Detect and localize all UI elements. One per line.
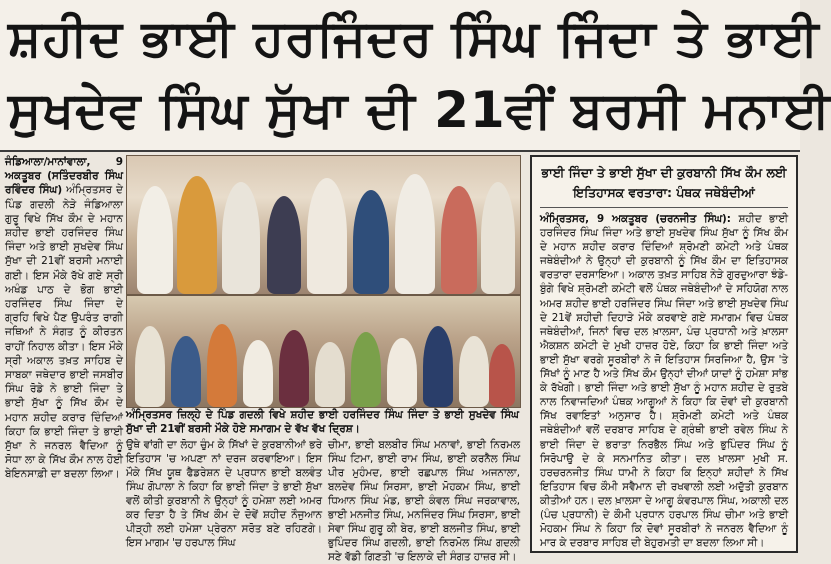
photo-figure (137, 186, 173, 294)
photo-figure (177, 176, 217, 294)
photo-figure (441, 186, 477, 294)
photo-figure (243, 340, 273, 407)
photo-figure (315, 342, 345, 407)
headline-rule (0, 150, 800, 152)
photo-figure (353, 190, 389, 294)
photo-figure (222, 182, 260, 294)
headline-line-2: ਸੁਖਦੇਵ ਸਿੰਘ ਸੁੱਖਾ ਦੀ 21ਵੀਂ ਬਰਸੀ ਮਨਾਈ (8, 81, 831, 139)
related-story-box (530, 155, 798, 553)
bottom-column-b: ਚੀਮਾ, ਭਾਈ ਬਲਬੀਰ ਸਿੰਘ ਮਨਾਵਾਂ, ਭਾਈ ਨਿਰਮਲ ਸਿੰਘ ਟਿਮਾ, ਭਾਈ ਰਾਮ ਸਿੰਘ, ਭਾਈ ਕਰਨੈਲ ਸਿੰਘ ਪੀਰ ਮੁਹੰਮਦ, ਭਾਈ ਰਛਪਾਲ ਸਿੰਘ ਅਜਨਾਲਾ, ਬਲਦੇਵ ਸਿੰਘ ਸਿਰਸਾ, ਭਾਈ ਮੋਹਕਮ ਸਿੰਘ, ਭਾਈ ਧਿਆਨ ਸਿੰਘ ਮੰਡ, ਭਾਈ ਕੰਵਲ ਸਿੰਘ ਜਰਕਾਵਾਲ, ਭਾਈ ਮਨਜੀਤ ਸਿੰਘ, ਮਨਜਿੰਦਰ ਸਿੰਘ ਸਿਰਸਾ, ਭਾਈ ਸੇਵਾ ਸਿੰਘ ਗੁਰੂ ਕੀ ਬੇਰ, ਭਾਈ ਬਲਜੀਤ ਸਿੰਘ, ਭਾਈ ਭੁਪਿੰਦਰ ਸਿੰਘ ਗਦਲੀ, ਭਾਈ ਨਿਰਮੋਲ ਸਿੰਘ ਗਦਲੀ ਸਣੇ ਵੱਡੀ ਗਿਣਤੀ 'ਚ ਇਲਾਕੇ ਦੀ ਸੰਗਤ ਹਾਜ਼ਰ ਸੀ। (328, 439, 520, 563)
related-story-text: ਸ਼ਹੀਦ ਭਾਈ ਹਰਜਿੰਦਰ ਸਿੰਘ ਜਿੰਦਾ ਅਤੇ ਭਾਈ ਸੁਖਦੇਵ ਸਿੰਘ ਸੁੱਖਾ ਨੂੰ ਸਿੱਖ ਕੌਮ ਦੇ ਮਹਾਨ ਸ਼ਹੀਦ ਕਰਾਰ ਦਿੰਦਿਆਂ ਸ਼੍ਰੋਮਣੀ ਕਮੇਟੀ ਅਤੇ ਪੰਥਕ ਜਥੇਬੰਦੀਆਂ ਨੇ ਉਨ੍ਹਾਂ ਦੀ ਕੁਰਬਾਨੀ ਨੂੰ ਸਿੱਖ ਕੌਮ ਦਾ ਇਤਿਹਾਸਕ ਵਰਤਾਰਾ ਦਰਸਾਇਆ। ਅਕਾਲ ਤਖ਼ਤ ਸਾਹਿਬ ਨੇੜੇ ਗੁਰਦੁਆਰਾ ਝੰਡੇ-ਬੁੰਗੇ ਵਿਖੇ ਸ਼੍ਰੋਮਣੀ ਕਮੇਟੀ ਵਲੋਂ ਪੰਥਕ ਜਥੇਬੰਦੀਆਂ ਦੇ ਸਹਿਯੋਗ ਨਾਲ ਅਮਰ ਸ਼ਹੀਦ ਭਾਈ ਹਰਜਿੰਦਰ ਸਿੰਘ ਜਿੰਦਾ ਅਤੇ ਭਾਈ ਸੁਖਦੇਵ ਸਿੰਘ ਦੇ 21ਵੇਂ ਸ਼ਹੀਦੀ ਦਿਹਾੜੇ ਮੌਕੇ ਕਰਵਾਏ ਗਏ ਸਮਾਗਮ ਵਿਚ ਪੰਥਕ ਜਥੇਬੰਦੀਆਂ, ਜਿਨਾਂ ਵਿਚ ਦਲ ਖ਼ਾਲਸਾ, ਪੰਚ ਪ੍ਰਧਾਨੀ ਅਤੇ ਖ਼ਾਲਸਾ ਐਕਸ਼ਨ ਕਮੇਟੀ ਦੇ ਮੁਖੀ ਹਾਜ਼ਰ ਹੋਏ, ਕਿਹਾ ਕਿ ਭਾਈ ਜਿੰਦਾ ਅਤੇ ਭਾਈ ਸੁੱਖਾ ਵਰਗੇ ਸੂਰਬੀਰਾਂ ਨੇ ਜੋ ਇਤਿਹਾਸ ਸਿਰਜਿਆ ਹੈ, ਉਸ 'ਤੇ ਸਿੱਖਾਂ ਨੂੰ ਮਾਣ ਹੈ ਅਤੇ ਸਿੱਖ ਕੌਮ ਉਨ੍ਹਾਂ ਦੀਆਂ ਯਾਦਾਂ ਨੂੰ ਹਮੇਸ਼ਾ ਸਾਂਭ ਕੇ ਰੱਖੇਗੀ। ਭਾਈ ਜਿੰਦਾ ਅਤੇ ਭਾਈ ਸੁੱਖਾ ਨੂੰ ਮਹਾਨ ਸ਼ਹੀਦ ਦੇ ਰੁਤਬੇ ਨਾਲ ਨਿਵਾਜਦਿਆਂ ਪੰਥਕ ਆਗੂਆਂ ਨੇ ਕਿਹਾ ਕਿ ਦੋਵਾਂ ਦੀ ਕੁਰਬਾਨੀ ਸਿੱਖ ਰਵਾਇਤਾਂ ਅਨੁਸਾਰ ਹੈ। ਸ਼੍ਰੋਮਣੀ ਕਮੇਟੀ ਅਤੇ ਪੰਥਕ ਜਥੇਬੰਦੀਆਂ ਵਲੋਂ ਦਰਬਾਰ ਸਾਹਿਬ ਦੇ ਗ੍ਰੰਥੀ ਭਾਈ ਰਵੇਲ ਸਿੰਘ ਨੇ ਭਾਈ ਜਿੰਦਾ ਦੇ ਭਰਾਤਾ ਨਿਰਭੈਲ ਸਿੰਘ ਅਤੇ ਭੁਪਿੰਦਰ ਸਿੰਘ ਨੂੰ ਸਿਰੋਪਾਉ ਦੇ ਕੇ ਸਨਮਾਨਿਤ ਕੀਤਾ। ਦਲ ਖ਼ਾਲਸਾ ਮੁਖੀ ਸ. ਹਰਚਰਨਜੀਤ ਸਿੰਘ ਧਾਮੀ ਨੇ ਕਿਹਾ ਕਿ ਇਨ੍ਹਾਂ ਸ਼ਹੀਦਾਂ ਨੇ ਸਿੱਖ ਇਤਿਹਾਸ ਵਿਚ ਕੌਮੀ ਸਵੈਮਾਨ ਦੀ ਰਖਵਾਲੀ ਲਈ ਅਦੁੱਤੀ ਕੁਰਬਾਨ ਕੀਤੀਆਂ ਹਨ। ਦਲ ਖ਼ਾਲਸਾ ਦੇ ਆਗੂ ਕੰਵਰਪਾਲ ਸਿੰਘ, ਅਕਾਲੀ ਦਲ (ਪੰਚ ਪ੍ਰਧਾਨੀ) ਦੇ ਕੌਮੀ ਪ੍ਰਧਾਨ ਹਰਪਾਲ ਸਿੰਘ ਚੀਮਾ ਅਤੇ ਭਾਈ ਮੋਹਕਮ ਸਿੰਘ ਨੇ ਕਿਹਾ ਕਿ ਦੋਵਾਂ ਸੂਰਬੀਰਾਂ ਨੇ ਜਨਰਲ ਵੈਦਿਆ ਨੂੰ ਮਾਰ ਕੇ ਦਰਬਾਰ ਸਾਹਿਬ ਦੀ ਬੇਹੁਰਮਤੀ ਦਾ ਬਦਲਾ ਲਿਆ ਸੀ। (540, 213, 788, 550)
photo-figure (207, 324, 237, 407)
photo-figure (279, 330, 309, 407)
photo-caption: ਅੰਮ੍ਰਿਤਸਰ ਜ਼ਿਲ੍ਹੇ ਦੇ ਪਿੰਡ ਗਦਲੀ ਵਿਖੇ ਸ਼ਹੀਦ ਭਾਈ ਹਰਜਿੰਦਰ ਸਿੰਘ ਜਿੰਦਾ ਤੇ ਭਾਈ ਸੁਖਦੇਵ ਸਿੰਘ ਸੁੱਖਾ ਦੀ 21ਵੀਂ ਬਰਸੀ ਮੌਕੇ ਹੋਏ ਸਮਾਗਮ ਦੇ ਵੱਖ ਵੱਖ ਦ੍ਰਿਸ਼। (126, 409, 519, 435)
photo-figure (423, 326, 453, 407)
headline-line-1: ਸ਼ਹੀਦ ਭਾਈ ਹਰਜਿੰਦਰ ਸਿੰਘ ਜਿੰਦਾ ਤੇ ਭਾਈ (8, 9, 820, 67)
left-dateline: ਜੰਡਿਆਲਾ/ਮਾਨਾਂਵਾਲਾ, 9 ਅਕਤੂਬਰ (ਸਤਿੰਦਰਬੀਰ ਸਿੰਘ ਰਵਿੰਦਰ ਸਿੰਘ) (5, 156, 123, 197)
event-photo-congregation (126, 295, 521, 408)
photo-figure (135, 326, 165, 407)
photo-figure (481, 182, 515, 294)
headline-block (0, 0, 831, 150)
photo-figure (307, 178, 347, 294)
related-story-body (540, 212, 788, 550)
left-column-text: ਅੰਮ੍ਰਿਤਸਰ ਦੇ ਪਿੰਡ ਗਦਲੀ ਨੇੜੇ ਜੰਡਿਆਲਾ ਗੁਰੂ ਵਿਖੇ ਸਿੱਖ ਕੌਮ ਦੇ ਮਹਾਨ ਸ਼ਹੀਦ ਭਾਈ ਹਰਜਿੰਦਰ ਸਿੰਘ ਜਿੰਦਾ ਅਤੇ ਭਾਈ ਸੁਖਦੇਵ ਸਿੰਘ ਸੁੱਖਾ ਦੀ 21ਵੀਂ ਬਰਸੀ ਮਨਾਈ ਗਈ। ਇਸ ਮੌਕੇ ਰੱਖੇ ਗਏ ਸ੍ਰੀ ਅਖੰਡ ਪਾਠ ਦੇ ਭੋਗ ਭਾਈ ਹਰਜਿੰਦਰ ਸਿੰਘ ਜਿੰਦਾ ਦੇ ਗ੍ਰਹਿ ਵਿਖੇ ਪੈਣ ਉਪਰੰਤ ਰਾਗੀ ਜਥਿਆਂ ਨੇ ਸੰਗਤ ਨੂੰ ਕੀਰਤਨ ਰਾਹੀਂ ਨਿਹਾਲ ਕੀਤਾ। ਇਸ ਮੌਕੇ ਸ੍ਰੀ ਅਕਾਲ ਤਖ਼ਤ ਸਾਹਿਬ ਦੇ ਸਾਬਕਾ ਜਥੇਦਾਰ ਭਾਈ ਜਸਬੀਰ ਸਿੰਘ ਰੋਡੇ ਨੇ ਭਾਈ ਜਿੰਦਾ ਤੇ ਭਾਈ ਸੁੱਖਾ ਨੂੰ ਸਿੱਖ ਕੌਮ ਦੇ ਮਹਾਨ ਸ਼ਹੀਦ ਕਰਾਰ ਦਿੰਦਿਆਂ ਕਿਹਾ ਕਿ ਭਾਈ ਜਿੰਦਾ ਤੇ ਭਾਈ ਸੁੱਖਾ ਨੇ ਜਨਰਲ ਵੈਦਿਆ ਨੂੰ ਸੋਧਾ ਲਾ ਕੇ ਸਿੱਖ ਕੌਮ ਨਾਲ ਹੋਈ ਬੇਇਨਸਾਫ਼ੀ ਦਾ ਬਦਲਾ ਲਿਆ। (5, 184, 123, 481)
related-story-dateline: ਅੰਮ੍ਰਿਤਸਰ, 9 ਅਕਤੂਬਰ (ਚਰਨਜੀਤ ਸਿੰਘ): (540, 213, 731, 225)
related-story-headline: ਭਾਈ ਜਿੰਦਾ ਤੇ ਭਾਈ ਸੁੱਖਾ ਦੀ ਕੁਰਬਾਨੀ ਸਿੱਖ ਕੌਮ ਲਈ ਇਤਿਹਾਸਕ ਵਰਤਾਰਾ: ਪੰਥਕ ਜਥੇਬੰਦੀਆਂ (540, 163, 788, 208)
photo-figure (459, 336, 489, 407)
photo-figure (387, 338, 417, 407)
photo-figure (351, 332, 381, 407)
event-photo-stage (126, 155, 521, 295)
bottom-column-a: ਉਥੇ ਵਾਂਗੀ ਦਾ ਲੋਹਾ ਚੁੰਮ ਕੇ ਸਿੱਖਾਂ ਦੇ ਕੁਰਬਾਨੀਆਂ ਭਰੇ ਇਤਿਹਾਸ 'ਚ ਅਪਣਾ ਨਾਂ ਦਰਜ ਕਰਵਾਇਆ। ਇਸ ਮੌਕੇ ਸਿੱਖ ਯੂਥ ਫੈਡਰੇਸ਼ਨ ਦੇ ਪ੍ਰਧਾਨ ਭਾਈ ਬਲਵੰਤ ਸਿੰਘ ਗੋਪਾਲਾ ਨੇ ਕਿਹਾ ਕਿ ਭਾਈ ਜਿੰਦਾ ਤੇ ਭਾਈ ਸੁੱਖਾ ਵਲੋਂ ਕੀਤੀ ਕੁਰਬਾਨੀ ਨੇ ਉਨ੍ਹਾਂ ਨੂੰ ਹਮੇਸ਼ਾ ਲਈ ਅਮਰ ਕਰ ਦਿਤਾ ਹੈ ਤੇ ਸਿੱਖ ਕੌਮ ਦੇ ਦੋਵੇਂ ਸ਼ਹੀਦ ਨੌਜੁਆਨ ਪੀੜ੍ਹੀ ਲਈ ਹਮੇਸ਼ਾ ਪ੍ਰੇਰਨਾ ਸਰੋਤ ਬਣੇ ਰਹਿਣਗੇ। ਇਸ ਮਾਗਮ 'ਚ ਹਰਪਾਲ ਸਿੰਘ (126, 439, 322, 549)
photo-figure (267, 196, 301, 294)
left-column (5, 155, 123, 550)
photo-figure (171, 336, 201, 407)
photo-figure (489, 344, 515, 407)
photo-figure (395, 174, 435, 294)
